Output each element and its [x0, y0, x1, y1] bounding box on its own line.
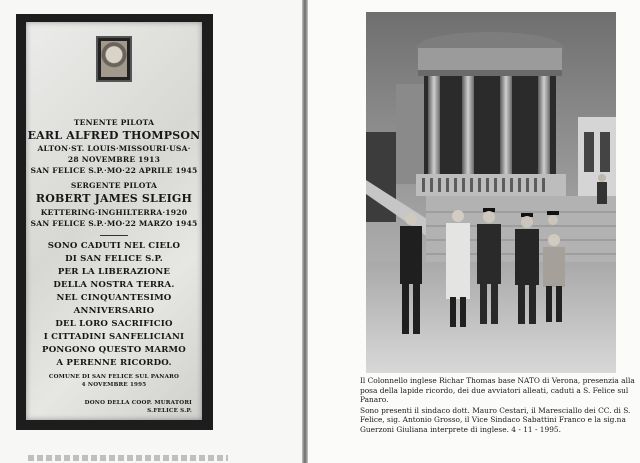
photo-caption	[360, 376, 638, 436]
column	[428, 76, 440, 174]
plaque-text-1: SONO CADUTI NEL CIELO	[47, 241, 181, 251]
pavilion-wing	[396, 84, 424, 184]
pavilion-interior	[424, 76, 556, 174]
plaque-text-7: DEL LORO SACRIFICIO	[55, 319, 173, 329]
plaque-text-6: ANNIVERSARIO	[73, 306, 155, 316]
plaque-photo	[16, 14, 213, 430]
plaque-origin-1: ALTON·ST. LOUIS·MISSOURI·USA·	[37, 144, 191, 153]
plaque-text-2: DI SAN FELICE S.P.	[65, 254, 163, 264]
plaque-text-3: PER LA LIBERAZIONE	[57, 267, 171, 277]
plaque-text-4: DELLA NOSTRA TERRA.	[53, 280, 175, 290]
left-page	[0, 0, 302, 463]
plaque-rank-2: SERGENTE PILOTA	[70, 181, 158, 190]
plaque-name-2: ROBERT JAMES SLEIGH	[35, 192, 193, 205]
ceremony-photo	[366, 12, 616, 373]
caption-paragraph-1: Il Colonnello inglese Richar Thomas base NATO di Verona, presenzia alla posa della lapide ricordo, dei due avviatori alleati, caduti a S. Felice sul Panaro.	[360, 376, 635, 405]
plaque-text-10: A PERENNE RICORDO.	[56, 358, 172, 368]
plaque-death-1: SAN FELICE S.P.·MO·22 APRILE 1945	[30, 166, 198, 175]
column	[462, 76, 474, 174]
caption-paragraph-2: Sono presenti il sindaco dott. Mauro Cestari, il Maresciallo dei CC. di S. Felice, sig. Antonio Grosso, il Vice Sindaco Sabattini Franco e la sig.na Guerzoni Giuliana interprete di inglese. 4 - 11 - 1995.	[360, 405, 631, 434]
plaque-commune: COMUNE DI SAN FELICE SUL PANARO	[48, 374, 180, 380]
plaque-divider	[100, 235, 128, 236]
plaque-text-9: PONGONO QUESTO MARMO	[42, 345, 186, 355]
plaque-origin-2: KETTERING·INGHILTERRA·1920	[40, 208, 188, 217]
plaque-rank-1: TENENTE PILOTA	[73, 118, 155, 127]
column	[538, 76, 550, 174]
column	[500, 76, 512, 174]
plaque-birth-1: 28 NOVEMBRE 1913	[67, 155, 161, 164]
plaque-death-2: SAN FELICE S.P.·MO·22 MARZO 1945	[30, 219, 198, 228]
plaque-name-1: EARL ALFRED THOMPSON	[27, 129, 201, 142]
portrait-face	[101, 41, 127, 77]
plaque-donor: DONO DELLA COOP. MURATORI	[84, 400, 192, 406]
plaque-text-5: NEL CINQUANTESIMO	[56, 293, 172, 303]
memorial-plaque	[26, 22, 202, 420]
plaque-text-8: I CITTADINI SANFELICIANI	[43, 332, 185, 342]
cropped-footer-text	[28, 455, 228, 461]
right-page	[308, 0, 640, 463]
plaque-date: 4 NOVEMBRE 1995	[81, 382, 147, 388]
plaque-donor-place: S.FELICE S.P.	[147, 408, 192, 414]
person	[597, 174, 607, 204]
portrait-photo	[96, 36, 132, 82]
ceremony-scene	[366, 12, 616, 373]
